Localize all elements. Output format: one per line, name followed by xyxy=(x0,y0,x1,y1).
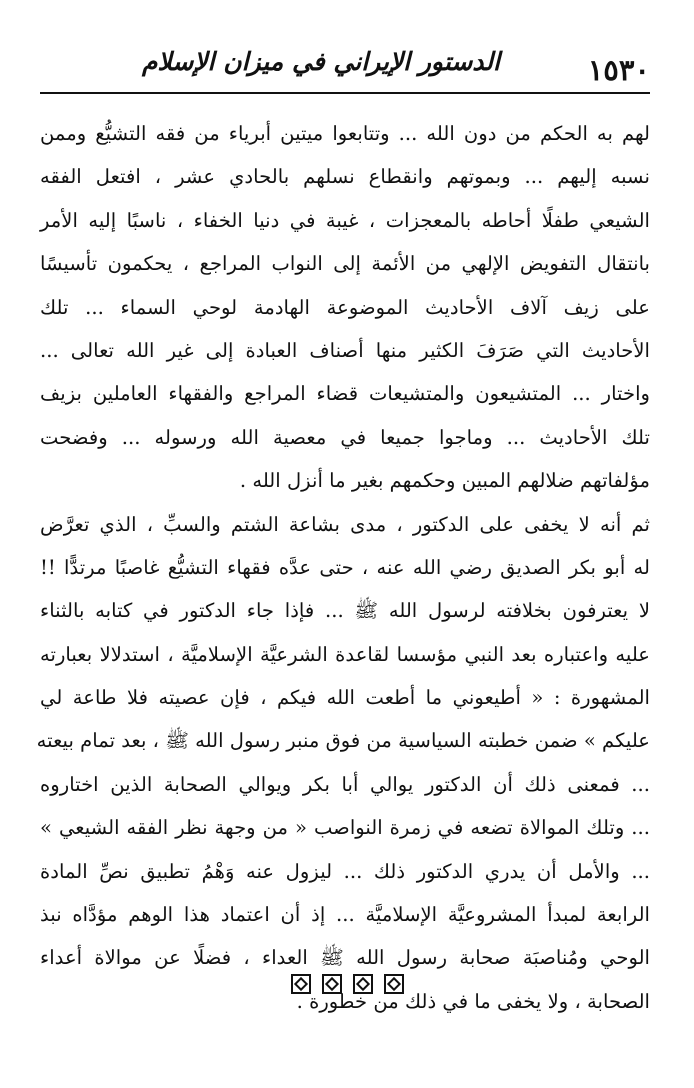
body-line: ... وتلك الموالاة تضعه في زمرة النواصب « من وجهة نظر الفقه الشيعي » xyxy=(40,816,650,840)
body-line: لا يعترفون بخلافته لرسول الله ﷺ ... فإذا جاء الدكتور في كتابه بالثناء xyxy=(40,599,650,623)
page-number: ١٥٣٠ xyxy=(587,53,650,87)
body-line: عليكم » ضمن خطبته السياسية من فوق منبر رسول الله ﷺ ، بعد تمام بيعته xyxy=(36,729,650,753)
body-line: الشيعي طفلًا أحاطه بالمعجزات ، غيبة في دنيا الخفاء ، ناسبًا إليه الأمر xyxy=(40,208,650,232)
body-line: واختار ... المتشيعون والمتشيعات قضاء المراجع والفقهاء العاملين بزيف xyxy=(40,382,650,406)
section-end-ornaments xyxy=(0,974,694,994)
body-line: الرابعة لمبدأ المشروعيَّة الإسلاميَّة ... إذ أن اعتماد هذا الوهم مؤدَّاه نبذ xyxy=(40,903,650,927)
body-line-paragraph-end: الصحابة ، ولا يخفى ما في ذلك من خطورة . xyxy=(296,989,650,1013)
body-line: له أبو بكر الصديق رضي الله عنه ، حتى عدَّه فقهاء التشيُّع غاصبًا مرتدًّا !! xyxy=(40,555,650,579)
body-line: بانتقال التفويض الإلهي من الأئمة إلى النواب المراجع ، يحكمون تأسيسًا xyxy=(40,252,650,276)
body-line: ... فمعنى ذلك أن الدكتور يوالي أبا بكر ويوالي الصحابة الذين اختاروه xyxy=(40,772,650,796)
body-line-paragraph-end: مؤلفاتهم ضلالهم المبين وحكمهم بغير ما أنزل الله . xyxy=(239,469,650,493)
body-line: على زيف آلاف الأحاديث الموضوعة الهادمة لوحي السماء ... تلك xyxy=(40,295,650,319)
running-title: الدستور الإيراني في ميزان الإسلام xyxy=(141,47,500,76)
square-diamond-ornament-icon xyxy=(322,974,342,994)
body-line: عليه واعتباره بعد النبي مؤسسا لقاعدة الشرعيَّة الإسلاميَّة ، استدلالا بعبارته xyxy=(40,642,650,666)
body-line-paragraph-start: ثم أنه لا يخفى على الدكتور ، مدى بشاعة الشتم والسبِّ ، الذي تعرَّض xyxy=(40,512,650,536)
square-diamond-ornament-icon xyxy=(291,974,311,994)
page-header xyxy=(40,38,650,94)
body-line: المشهورة : « أطيعوني ما أطعت الله فيكم ، فإن عصيته فلا طاعة لي xyxy=(40,686,650,710)
header-divider xyxy=(40,92,650,94)
body-text xyxy=(36,112,650,1023)
body-line: الأحاديث التي صَرَفَ الكثير منها أصناف العبادة إلى غير الله تعالى ... xyxy=(40,338,650,362)
square-diamond-ornament-icon xyxy=(384,974,404,994)
body-line: نسبه إليهم ... وبموتهم وانقطاع نسلهم بالحادي عشر ، افتعل الفقه xyxy=(40,165,650,189)
body-line: الوحي ومُناصبَة صحابة رسول الله ﷺ العداء ، فضلًا عن موالاة أعداء xyxy=(40,946,650,970)
body-line: لهم به الحكم من دون الله ... وتتابعوا ميتين أبرياء من فقه التشيُّع وممن xyxy=(40,122,650,145)
body-line: ... والأمل أن يدري الدكتور ذلك ... ليزول عنه وَهْمُ تطبيق نصِّ المادة xyxy=(40,859,650,883)
square-diamond-ornament-icon xyxy=(353,974,373,994)
body-line: تلك الأحاديث ... وماجوا جميعا في معصية الله ورسوله ... وفضحت xyxy=(40,425,650,449)
